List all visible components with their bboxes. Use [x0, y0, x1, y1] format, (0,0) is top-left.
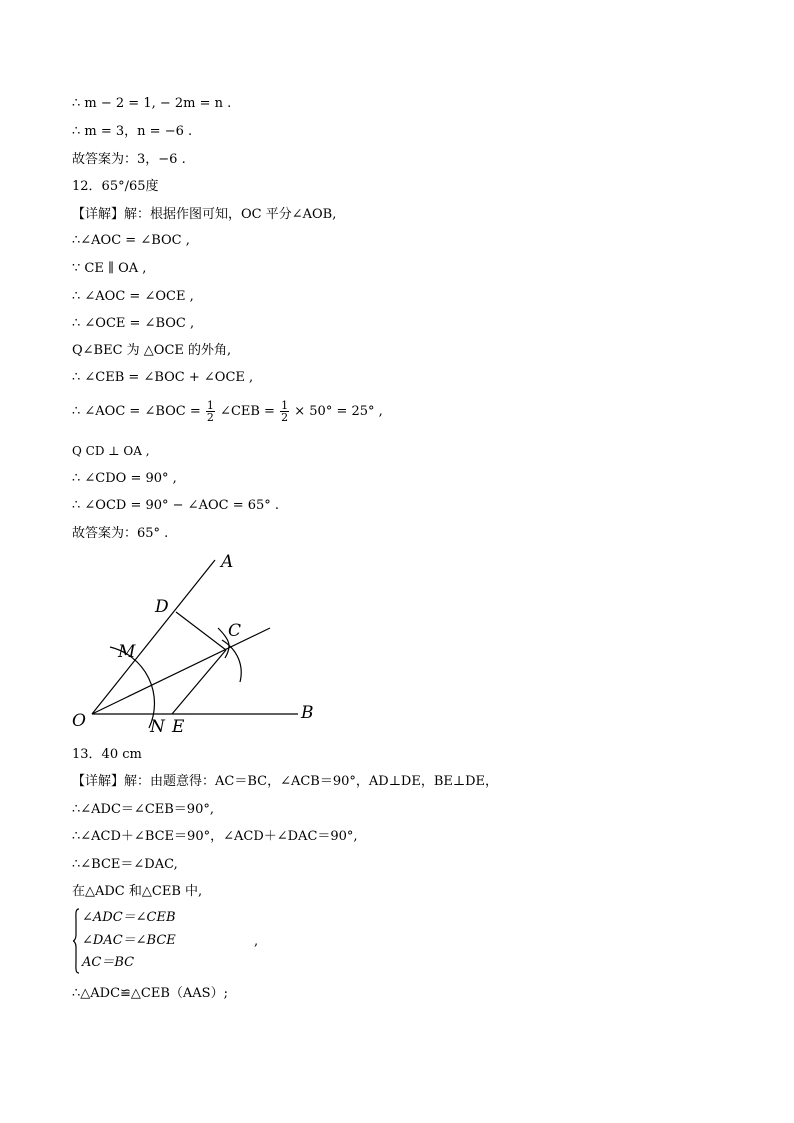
fraction-numerator: 1	[281, 399, 289, 412]
label-o: O	[72, 711, 86, 731]
text-line: ∵ CE ∥ OA ,	[72, 261, 147, 276]
question-13-header: 13．40 cm	[72, 747, 142, 762]
text-line: 【详解】解：根据作图可知，OC 平分∠AOB,	[72, 207, 337, 222]
fraction-half	[280, 400, 289, 423]
equation-part: × 50° = 25° ,	[294, 404, 383, 419]
label-n: N	[150, 717, 165, 737]
text-line: ∴ ∠CEB = ∠BOC + ∠OCE ,	[72, 370, 254, 385]
text-line: ∴ m − 2 = 1, − 2m = n .	[72, 96, 232, 111]
left-brace-icon	[72, 908, 80, 974]
text-line: ∴∠ADC＝∠CEB＝90°,	[72, 802, 214, 817]
label-b: B	[301, 703, 314, 723]
condition-2: ∠DAC＝∠BCE	[82, 933, 176, 948]
text-line: Q CD ⊥ OA ,	[72, 444, 150, 458]
text-line: ∴ ∠OCE = ∠BOC ,	[72, 316, 195, 331]
condition-comma: ,	[254, 934, 259, 949]
condition-1: ∠ADC＝∠CEB	[82, 910, 176, 925]
text-line: 故答案为：65° .	[72, 526, 169, 541]
text-line: ∴∠AOC = ∠BOC ,	[72, 233, 190, 248]
geometry-figure	[60, 548, 340, 738]
label-m: M	[118, 642, 136, 662]
text-line: 在△ADC 和△CEB 中,	[72, 884, 203, 899]
text-line: ∴ ∠OCD = 90° − ∠AOC = 65° .	[72, 498, 280, 513]
question-12-header: 12．65°/65度	[72, 179, 159, 194]
text-line: 【详解】解：由题意得：AC＝BC，∠ACB＝90°，AD⊥DE，BE⊥DE，	[72, 774, 499, 789]
text-line: ∴ ∠AOC = ∠OCE ,	[72, 289, 194, 304]
text-line: 故答案为：3，−6 .	[72, 152, 186, 167]
fraction-denominator: 2	[206, 411, 214, 424]
text-line: ∴ ∠CDO = 90° ,	[72, 471, 177, 486]
segment-ce	[172, 650, 226, 714]
segment-cd	[176, 612, 226, 650]
label-e: E	[172, 717, 185, 737]
equation-part: ∴ ∠AOC = ∠BOC =	[72, 404, 201, 419]
text-line: ∴∠ACD＋∠BCE＝90°，∠ACD＋∠DAC＝90°,	[72, 829, 358, 844]
text-line: ∴△ADC≌△CEB（AAS）;	[72, 986, 228, 1001]
text-line: Q∠BEC 为 △OCE 的外角,	[72, 343, 232, 358]
equation-line	[72, 400, 383, 424]
condition-3: AC＝BC	[82, 955, 135, 970]
label-d: D	[155, 597, 169, 617]
ray-oc	[92, 628, 270, 714]
text-line: ∴∠BCE＝∠DAC,	[72, 857, 178, 872]
label-a: A	[221, 552, 234, 572]
equation-part: ∠CEB =	[220, 404, 275, 419]
text-line: ∴ m = 3，n = −6 .	[72, 124, 193, 139]
label-c: C	[228, 621, 242, 641]
fraction-half	[206, 400, 215, 423]
congruence-conditions	[72, 908, 272, 974]
fraction-denominator: 2	[281, 411, 289, 424]
fraction-numerator: 1	[206, 399, 214, 412]
